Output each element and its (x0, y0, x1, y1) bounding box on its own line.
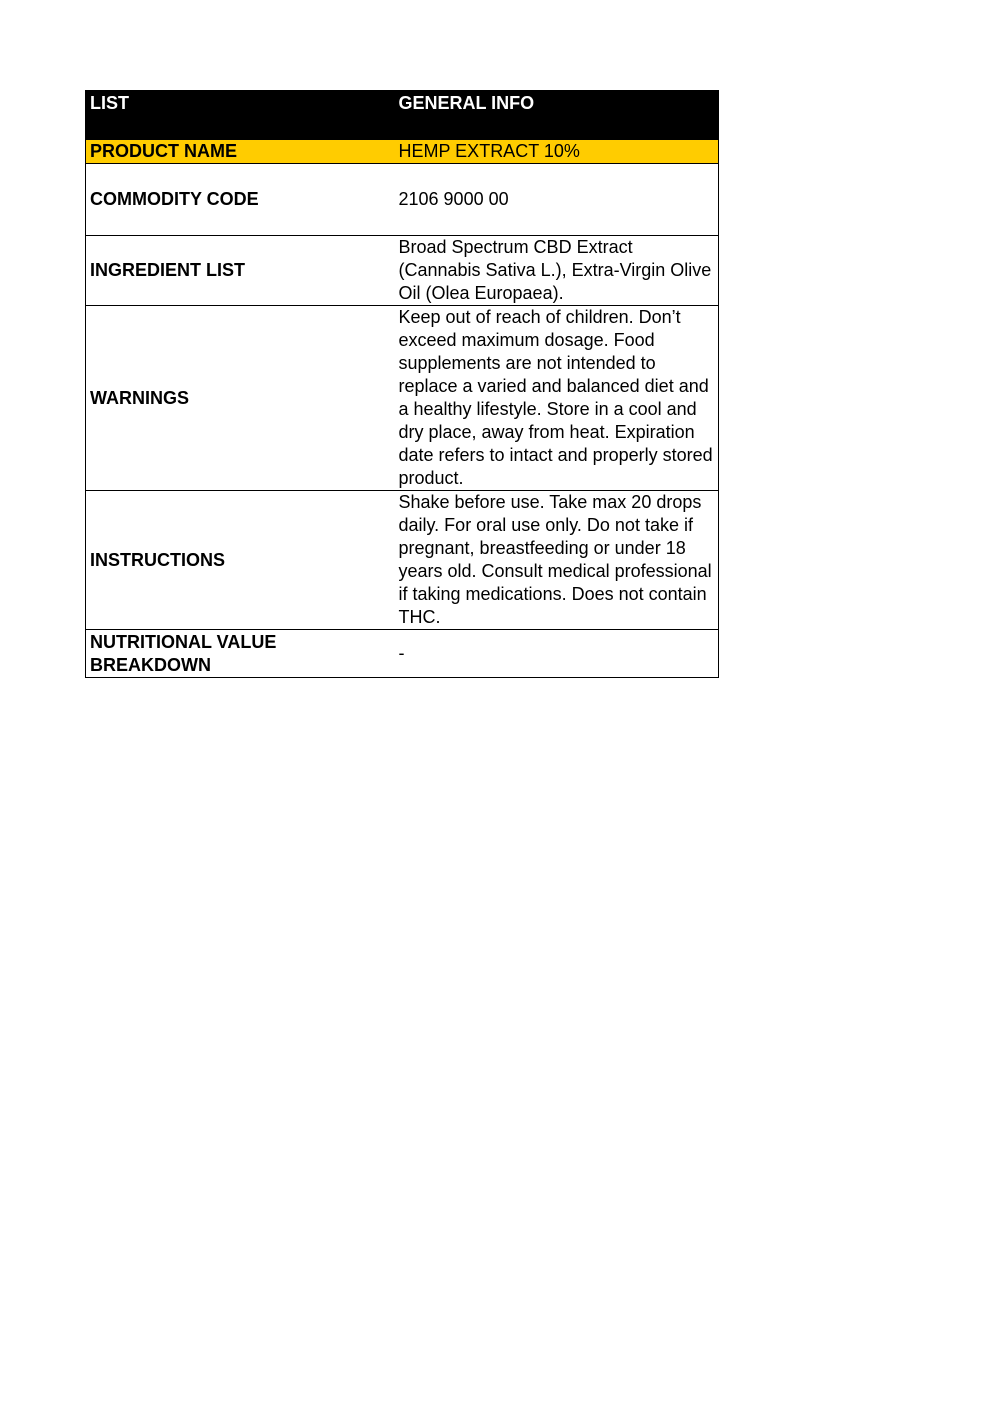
header-general-info: GENERAL INFO (395, 90, 719, 140)
header-list: LIST (86, 90, 395, 140)
value-commodity-code: 2106 9000 00 (395, 164, 719, 236)
table-header-row (86, 90, 719, 140)
label-warnings: WARNINGS (86, 306, 395, 491)
table-row-nutritional-value (86, 630, 719, 678)
value-instructions: Shake before use. Take max 20 drops daily. For oral use only. Do not take if pregnant, breastfeeding or under 18 years old. Consult medical professional if taking medications. Does not contain THC. (395, 491, 719, 630)
value-ingredient-list: Broad Spectrum CBD Extract (Cannabis Sativa L.), Extra-Virgin Olive Oil (Olea Europaea). (395, 236, 719, 306)
table-row-ingredient-list (86, 236, 719, 306)
label-commodity-code: COMMODITY CODE (86, 164, 395, 236)
label-instructions: INSTRUCTIONS (86, 491, 395, 630)
table-row-product-name (86, 140, 719, 164)
value-product-name: HEMP EXTRACT 10% (395, 140, 719, 164)
value-warnings: Keep out of reach of children. Don’t exceed maximum dosage. Food supplements are not intended to replace a varied and balanced diet and a healthy lifestyle. Store in a cool and dry place, away from heat. Expiration date refers to intact and properly stored product. (395, 306, 719, 491)
table-row-commodity-code (86, 164, 719, 236)
product-spec-table (85, 90, 719, 678)
label-product-name: PRODUCT NAME (86, 140, 395, 164)
table-row-warnings (86, 306, 719, 491)
label-ingredient-list: INGREDIENT LIST (86, 236, 395, 306)
table-row-instructions (86, 491, 719, 630)
value-nutritional-value: - (395, 630, 719, 678)
label-nutritional-value: NUTRITIONAL VALUE BREAKDOWN (86, 630, 395, 678)
